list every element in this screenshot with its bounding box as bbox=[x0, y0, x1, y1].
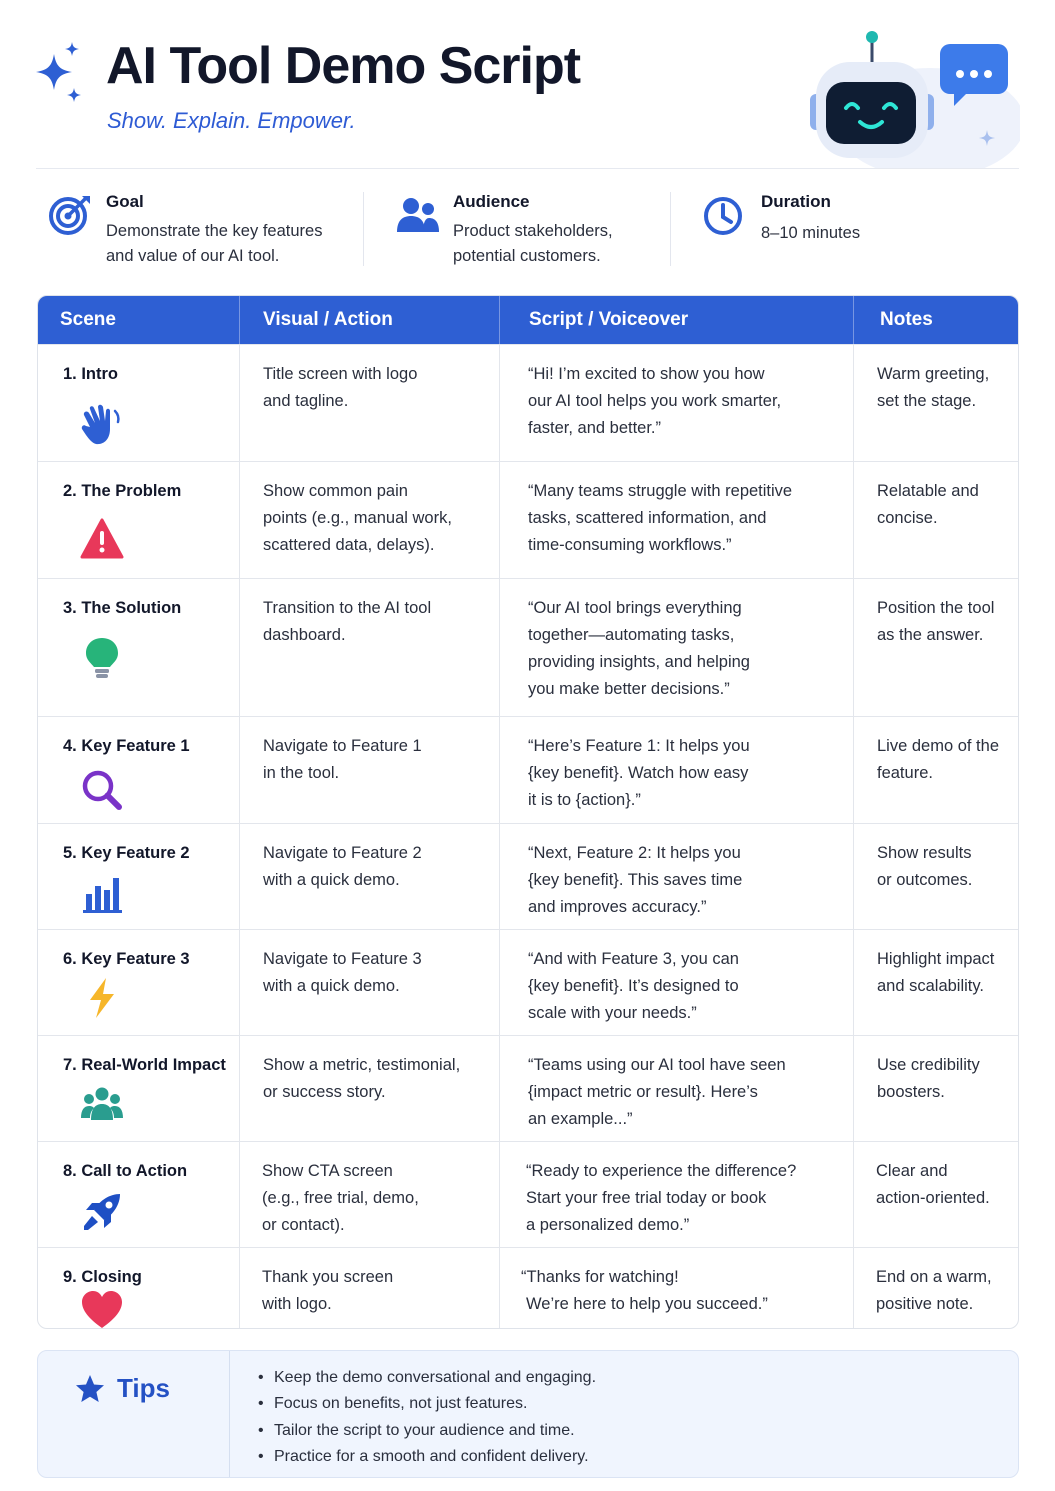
audience-block bbox=[395, 186, 655, 270]
users-icon bbox=[395, 192, 441, 238]
tips-list bbox=[258, 1365, 596, 1470]
notes-text: Relatable and concise. bbox=[877, 482, 979, 527]
scene-label: 8. Call to Action bbox=[63, 1162, 188, 1180]
header-script: Script / Voiceover bbox=[529, 309, 689, 330]
sparkle-icon bbox=[34, 40, 88, 106]
scene-label: 6. Key Feature 3 bbox=[63, 950, 190, 968]
duration-text: 8–10 minutes bbox=[761, 224, 861, 242]
table-row bbox=[38, 578, 1019, 716]
script-text: “Thanks for watching! We’re here to help you succeed.” bbox=[521, 1268, 768, 1313]
page-subtitle: Show. Explain. Empower. bbox=[107, 108, 356, 133]
script-text: “Next, Feature 2: It helps you {key benefit}. This saves time and improves accuracy.” bbox=[528, 844, 743, 916]
tips-divider bbox=[229, 1351, 230, 1477]
notes-text: Warm greeting, set the stage. bbox=[877, 365, 990, 410]
clock-icon bbox=[703, 192, 749, 238]
table-row bbox=[38, 823, 1019, 929]
header-scene: Scene bbox=[60, 309, 116, 330]
robot-mascot-icon bbox=[780, 28, 1020, 168]
bar-chart-icon bbox=[80, 872, 124, 916]
visual-text: Navigate to Feature 1 in the tool. bbox=[263, 737, 422, 782]
visual-text: Show CTA screen (e.g., free trial, demo, or contact). bbox=[262, 1162, 419, 1234]
visual-text: Show a metric, testimonial, or success story. bbox=[263, 1056, 461, 1101]
page-title: AI Tool Demo Script bbox=[106, 37, 581, 95]
scene-label: 7. Real-World Impact bbox=[63, 1056, 226, 1074]
goal-block bbox=[48, 186, 348, 270]
visual-text: Navigate to Feature 3 with a quick demo. bbox=[263, 950, 422, 995]
tip-item: • Tailor the script to your audience and time. bbox=[258, 1418, 596, 1444]
audience-text: Product stakeholders, potential customers. bbox=[453, 222, 613, 265]
header-divider bbox=[853, 296, 854, 344]
warning-icon bbox=[80, 517, 124, 561]
team-icon bbox=[80, 1082, 124, 1126]
header-visual: Visual / Action bbox=[263, 309, 393, 330]
table-row bbox=[38, 1141, 1019, 1247]
info-divider bbox=[670, 192, 671, 266]
demo-script-table bbox=[37, 295, 1019, 1329]
visual-text: Title screen with logo and tagline. bbox=[263, 365, 418, 410]
script-text: “Hi! I’m excited to show you how our AI tool helps you work smarter, faster, and better.” bbox=[528, 365, 782, 437]
lightbulb-icon bbox=[80, 636, 124, 680]
tips-title: Tips bbox=[117, 1373, 170, 1403]
table-header bbox=[38, 296, 1019, 344]
magnifier-icon bbox=[80, 768, 124, 812]
header-divider bbox=[499, 296, 500, 344]
table-row bbox=[38, 461, 1019, 578]
script-text: “Teams using our AI tool have seen {impact metric or result}. Here’s an example...” bbox=[528, 1056, 786, 1128]
notes-text: Position the tool as the answer. bbox=[877, 599, 995, 644]
scene-label: 4. Key Feature 1 bbox=[63, 737, 190, 755]
notes-text: Clear and action-oriented. bbox=[876, 1162, 990, 1207]
notes-text: Show results or outcomes. bbox=[877, 844, 973, 889]
table-row bbox=[38, 716, 1019, 823]
target-icon bbox=[48, 192, 94, 238]
header-divider bbox=[239, 296, 240, 344]
audience-label: Audience bbox=[453, 192, 530, 211]
info-divider bbox=[363, 192, 364, 266]
notes-text: Live demo of the feature. bbox=[877, 737, 999, 782]
heart-icon bbox=[80, 1288, 124, 1329]
script-text: “Here’s Feature 1: It helps you {key benefit}. Watch how easy it is to {action}.” bbox=[528, 737, 750, 809]
visual-text: Navigate to Feature 2 with a quick demo. bbox=[263, 844, 422, 889]
duration-label: Duration bbox=[761, 192, 831, 211]
notes-text: End on a warm, positive note. bbox=[876, 1268, 992, 1313]
visual-text: Show common pain points (e.g., manual work, scattered data, delays). bbox=[263, 482, 452, 554]
scene-label: 1. Intro bbox=[63, 365, 119, 383]
wave-hand-icon bbox=[80, 403, 124, 447]
tip-item: • Focus on benefits, not just features. bbox=[258, 1391, 596, 1417]
goal-text: Demonstrate the key features and value of our AI tool. bbox=[106, 222, 323, 265]
tips-panel bbox=[37, 1350, 1019, 1478]
visual-text: Transition to the AI tool dashboard. bbox=[263, 599, 432, 644]
table-row bbox=[38, 344, 1019, 461]
lightning-icon bbox=[80, 976, 124, 1020]
tip-item: • Practice for a smooth and confident delivery. bbox=[258, 1444, 596, 1470]
scene-label: 5. Key Feature 2 bbox=[63, 844, 190, 862]
scene-label: 3. The Solution bbox=[63, 599, 182, 617]
script-text: “Ready to experience the difference? Start your free trial today or book a personalized demo.” bbox=[526, 1162, 797, 1234]
scene-label: 9. Closing bbox=[63, 1268, 142, 1286]
table-row bbox=[38, 1247, 1019, 1329]
script-text: “And with Feature 3, you can {key benefit}. It’s designed to scale with your needs.” bbox=[528, 950, 739, 1022]
table-row bbox=[38, 1035, 1019, 1141]
tip-item: • Keep the demo conversational and engaging. bbox=[258, 1365, 596, 1391]
notes-text: Highlight impact and scalability. bbox=[877, 950, 995, 995]
header-notes: Notes bbox=[880, 309, 933, 330]
scene-label: 2. The Problem bbox=[63, 482, 182, 500]
script-text: “Many teams struggle with repetitive tasks, scattered information, and time-consuming workflows.” bbox=[528, 482, 793, 554]
goal-label: Goal bbox=[106, 192, 144, 211]
table-row bbox=[38, 929, 1019, 1035]
star-icon bbox=[74, 1373, 106, 1405]
header bbox=[0, 0, 1055, 170]
header-divider bbox=[36, 168, 1019, 169]
rocket-icon bbox=[80, 1190, 124, 1234]
script-text: “Our AI tool brings everything together—automating tasks, providing insights, and helping you make better decisions.” bbox=[528, 599, 750, 698]
visual-text: Thank you screen with logo. bbox=[262, 1268, 394, 1313]
notes-text: Use credibility boosters. bbox=[877, 1056, 980, 1101]
duration-block bbox=[703, 186, 963, 270]
